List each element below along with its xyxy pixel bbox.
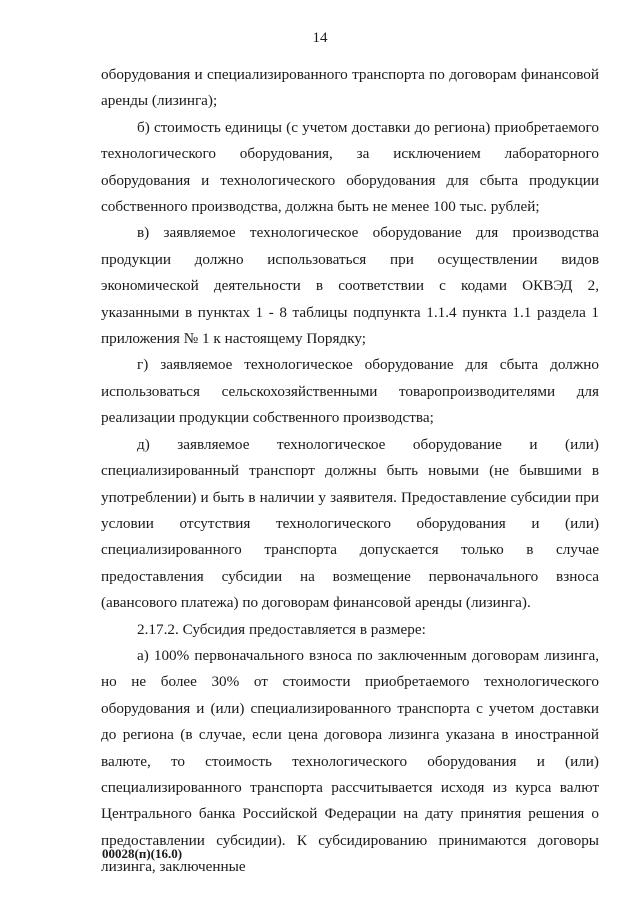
page-number: 14 xyxy=(312,30,328,46)
paragraph-item-d: д) заявляемое технологическое оборудование и (или) специализированный транспорт должны быть новыми (не бывшими в употреблении) и быть в наличии у заявителя. Предоставление субсидии при условии отсутствия технологического оборудования и (или) специализированного транспорта допускается только в случае предоставления субсидии на возмещение первоначального взноса (авансового платежа) по договорам финансовой аренды (лизинга). xyxy=(101,435,599,612)
paragraph-item-b: б) стоимость единицы (с учетом доставки до региона) приобретаемого технологического оборудования, за исключением лабораторного оборудования и технологического оборудования для сбыта продукции собственного производства, должна быть не менее 100 тыс. рублей; xyxy=(101,118,599,216)
paragraph-item-v: в) заявляемое технологическое оборудование для производства продукции должно использоваться при осуществлении видов экономической деятельности в соответствии с кодами ОКВЭД 2, указанными в пунктах 1 - 8 таблицы подпункта 1.1.4 пункта 1.1 раздела 1 приложения № 1 к настоящему Порядку; xyxy=(101,224,599,348)
paragraph-item-g: г) заявляемое технологическое оборудование для сбыта должно использоваться сельскохозяйственными товаропроизводителями для реализации продукции собственного производства; xyxy=(101,356,599,427)
paragraph-continuation: оборудования и специализированного транспорта по договорам финансовой аренды (лизинга); xyxy=(101,66,599,110)
paragraph-section-2-17-2: 2.17.2. Субсидия предоставляется в размере: xyxy=(137,620,426,638)
paragraph-item-a: а) 100% первоначального взноса по заключенным договорам лизинга, но не более 30% от стоимости приобретаемого технологического оборудования и (или) специализированного транспорта с учетом доставки до региона (в случае, если цена договора лизинга указана в иностранной валюте, то стоимость технологического оборудования и (или) специализированного транспорта рассчитывается исходя из курса валют Центрального банка Российской Федерации на дату принятия решения о предоставлении субсидии). К субсидированию принимаются договоры лизинга, заключенные xyxy=(101,646,599,876)
document-code: 00028(п)(16.0) xyxy=(102,846,183,861)
document-body xyxy=(101,62,599,881)
